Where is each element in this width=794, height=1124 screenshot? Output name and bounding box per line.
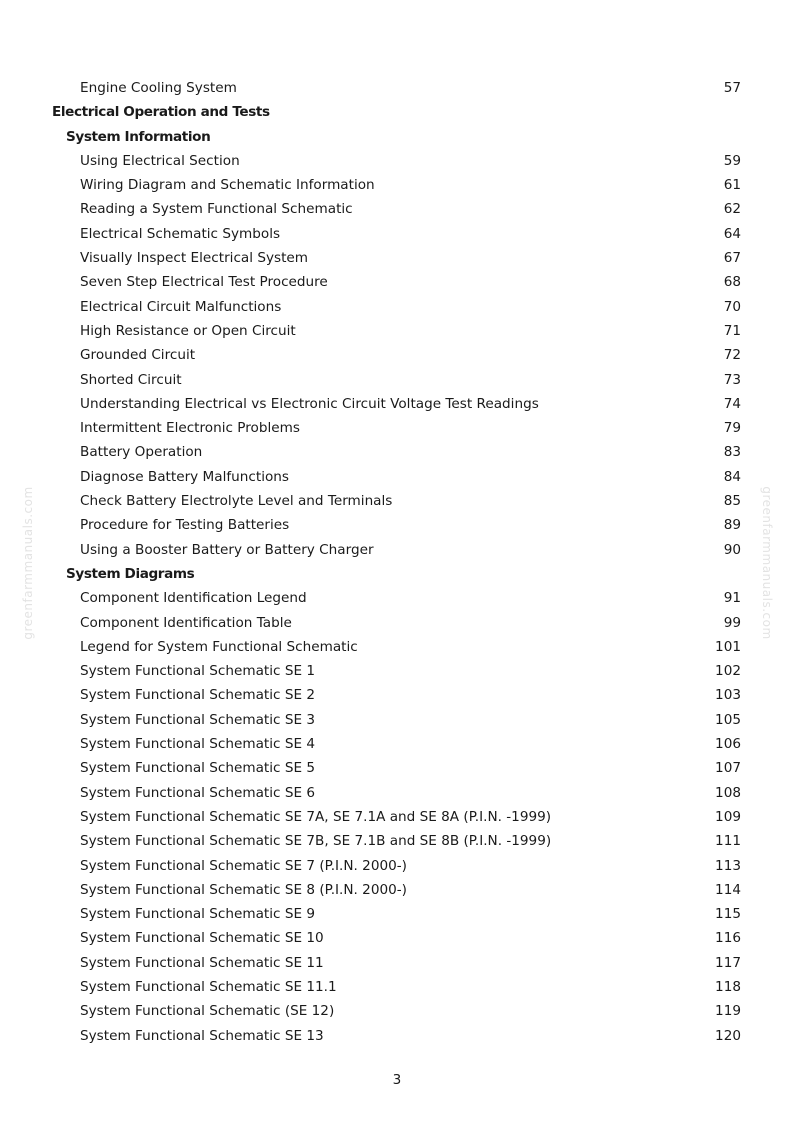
toc-entry[interactable]: [0, 465, 794, 489]
toc-entry-page-number: 109: [715, 808, 741, 825]
toc-entry-title: System Functional Schematic SE 7B, SE 7.1B and SE 8B (P.I.N. -1999): [80, 833, 552, 850]
toc-entry-page-number: 62: [723, 201, 741, 218]
toc-entry[interactable]: [0, 368, 794, 392]
toc-entry-page-number: 107: [715, 760, 741, 777]
toc-entry[interactable]: [0, 878, 794, 902]
toc-entry-title: Check Battery Electrolyte Level and Terminals: [80, 493, 393, 510]
toc-entry[interactable]: [0, 295, 794, 319]
toc-entry-title: Visually Inspect Electrical System: [80, 250, 309, 267]
toc-entry[interactable]: [0, 440, 794, 464]
toc-entry-title: Legend for System Functional Schematic: [80, 638, 358, 655]
toc-entry-title: Component Identification Table: [80, 614, 292, 631]
toc-entry-page-number: 118: [715, 978, 741, 995]
toc-entry-page-number: 72: [723, 347, 741, 364]
toc-entry-title: System Functional Schematic SE 7A, SE 7.1A and SE 8A (P.I.N. -1999): [80, 808, 552, 825]
toc-entry-page-number: 113: [715, 857, 741, 874]
toc-entry-page-number: 70: [723, 298, 741, 315]
toc-section-heading[interactable]: [0, 100, 794, 124]
toc-entry[interactable]: [0, 781, 794, 805]
toc-entry-page-number: 79: [723, 420, 741, 437]
toc-entry[interactable]: [0, 586, 794, 610]
toc-entry-title: System Functional Schematic SE 7 (P.I.N. 2000-): [80, 857, 407, 874]
toc-entry-page-number: 119: [715, 1003, 741, 1020]
watermark-left: greenfarmmanuals.com: [21, 486, 35, 640]
toc-entry-page-number: 103: [715, 687, 741, 704]
toc-entry-title: Using a Booster Battery or Battery Charger: [80, 541, 374, 558]
toc-entry-title: Electrical Operation and Tests: [52, 104, 270, 121]
toc-entry-title: System Functional Schematic SE 3: [80, 711, 316, 728]
toc-entry[interactable]: [0, 173, 794, 197]
toc-entry-title: System Functional Schematic SE 9: [80, 906, 316, 923]
toc-entry-title: System Functional Schematic SE 10: [80, 930, 324, 947]
toc-entry-page-number: 74: [723, 395, 741, 412]
toc-entry-page-number: 64: [723, 225, 741, 242]
toc-entry[interactable]: [0, 659, 794, 683]
toc-entry[interactable]: [0, 392, 794, 416]
toc-entry-title: Battery Operation: [80, 444, 203, 461]
toc-entry-page-number: 116: [715, 930, 741, 947]
toc-entry[interactable]: [0, 926, 794, 950]
toc-entry[interactable]: [0, 489, 794, 513]
toc-entry-page-number: 68: [723, 274, 741, 291]
toc-entry-title: System Functional Schematic (SE 12): [80, 1003, 335, 1020]
toc-entry-page-number: 83: [723, 444, 741, 461]
toc-entry-page-number: 105: [715, 711, 741, 728]
toc-entry-title: Using Electrical Section: [80, 152, 240, 169]
toc-entry[interactable]: [0, 683, 794, 707]
toc-entry[interactable]: [0, 829, 794, 853]
toc-entry-title: Shorted Circuit: [80, 371, 182, 388]
toc-entry[interactable]: [0, 732, 794, 756]
toc-entry-page-number: 67: [723, 250, 741, 267]
toc-entry[interactable]: [0, 902, 794, 926]
toc-entry-page-number: 102: [715, 663, 741, 680]
toc-entry[interactable]: [0, 611, 794, 635]
toc-entry[interactable]: [0, 222, 794, 246]
toc-entry[interactable]: [0, 538, 794, 562]
toc-entry-title: System Information: [66, 128, 211, 145]
toc-entry-title: System Functional Schematic SE 11: [80, 954, 324, 971]
toc-entry-title: System Functional Schematic SE 13: [80, 1027, 324, 1044]
toc-entry-title: System Functional Schematic SE 11.1: [80, 978, 337, 995]
toc-entry-page-number: 73: [723, 371, 741, 388]
toc-entry-title: System Functional Schematic SE 1: [80, 663, 316, 680]
toc-entry-page-number: 99: [723, 614, 741, 631]
toc-section-heading[interactable]: [0, 562, 794, 586]
toc-entry-page-number: 111: [715, 833, 741, 850]
toc-entry[interactable]: [0, 635, 794, 659]
toc-entry[interactable]: [0, 270, 794, 294]
toc-entry-title: Procedure for Testing Batteries: [80, 517, 290, 534]
toc-entry[interactable]: [0, 343, 794, 367]
toc-entry-title: Component Identification Legend: [80, 590, 307, 607]
toc-entry-title: Reading a System Functional Schematic: [80, 201, 353, 218]
watermark-right: greenfarmmanuals.com: [760, 486, 774, 640]
toc-entry-page-number: 84: [723, 468, 741, 485]
toc-entry[interactable]: [0, 1024, 794, 1048]
toc-entry-page-number: 114: [715, 881, 741, 898]
toc-entry-page-number: 71: [723, 322, 741, 339]
toc-entry[interactable]: [0, 854, 794, 878]
toc-entry-title: Electrical Schematic Symbols: [80, 225, 281, 242]
toc-entry[interactable]: [0, 951, 794, 975]
toc-entry[interactable]: [0, 76, 794, 100]
toc-entry-title: Diagnose Battery Malfunctions: [80, 468, 289, 485]
toc-entry-title: Seven Step Electrical Test Procedure: [80, 274, 328, 291]
toc-entry[interactable]: [0, 805, 794, 829]
toc-entry-page-number: 91: [723, 590, 741, 607]
toc-entry[interactable]: [0, 416, 794, 440]
toc-entry[interactable]: [0, 999, 794, 1023]
toc-entry-title: System Functional Schematic SE 5: [80, 760, 316, 777]
toc-entry-page-number: 106: [715, 736, 741, 753]
toc-entry-title: Wiring Diagram and Schematic Information: [80, 177, 375, 194]
toc-entry-page-number: 85: [723, 493, 741, 510]
toc-entry-page-number: 61: [723, 177, 741, 194]
toc-entry[interactable]: [0, 149, 794, 173]
toc-entry[interactable]: [0, 197, 794, 221]
toc-entry-page-number: 89: [723, 517, 741, 534]
toc-entry-title: Grounded Circuit: [80, 347, 196, 364]
toc-entry-page-number: 115: [715, 906, 741, 923]
toc-entry-title: System Functional Schematic SE 2: [80, 687, 316, 704]
toc-entry[interactable]: [0, 319, 794, 343]
toc-entry[interactable]: [0, 513, 794, 537]
toc-entry-page-number: 101: [715, 638, 741, 655]
toc-entry-page-number: 57: [723, 80, 741, 96]
toc-entry-title: System Diagrams: [66, 565, 195, 582]
toc-section-heading[interactable]: [0, 125, 794, 149]
toc-entry-page-number: 117: [715, 954, 741, 971]
toc-entry-page-number: 108: [715, 784, 741, 801]
table-of-contents: [0, 76, 794, 1048]
toc-entry[interactable]: [0, 246, 794, 270]
toc-entry[interactable]: [0, 708, 794, 732]
toc-entry-title: System Functional Schematic SE 4: [80, 736, 316, 753]
page-number: 3: [392, 1072, 402, 1088]
toc-entry-title: Electrical Circuit Malfunctions: [80, 298, 282, 315]
toc-entry-page-number: 90: [723, 541, 741, 558]
toc-entry[interactable]: [0, 975, 794, 999]
toc-entry-title: System Functional Schematic SE 8 (P.I.N. 2000-): [80, 881, 407, 898]
toc-entry-title: Engine Cooling System: [80, 80, 237, 96]
toc-entry-title: Understanding Electrical vs Electronic Circuit Voltage Test Readings: [80, 395, 539, 412]
toc-entry-page-number: 120: [715, 1027, 741, 1044]
toc-entry-title: High Resistance or Open Circuit: [80, 322, 296, 339]
toc-entry-title: Intermittent Electronic Problems: [80, 420, 300, 437]
toc-entry-title: System Functional Schematic SE 6: [80, 784, 316, 801]
toc-entry[interactable]: [0, 756, 794, 780]
toc-entry-page-number: 59: [723, 152, 741, 169]
